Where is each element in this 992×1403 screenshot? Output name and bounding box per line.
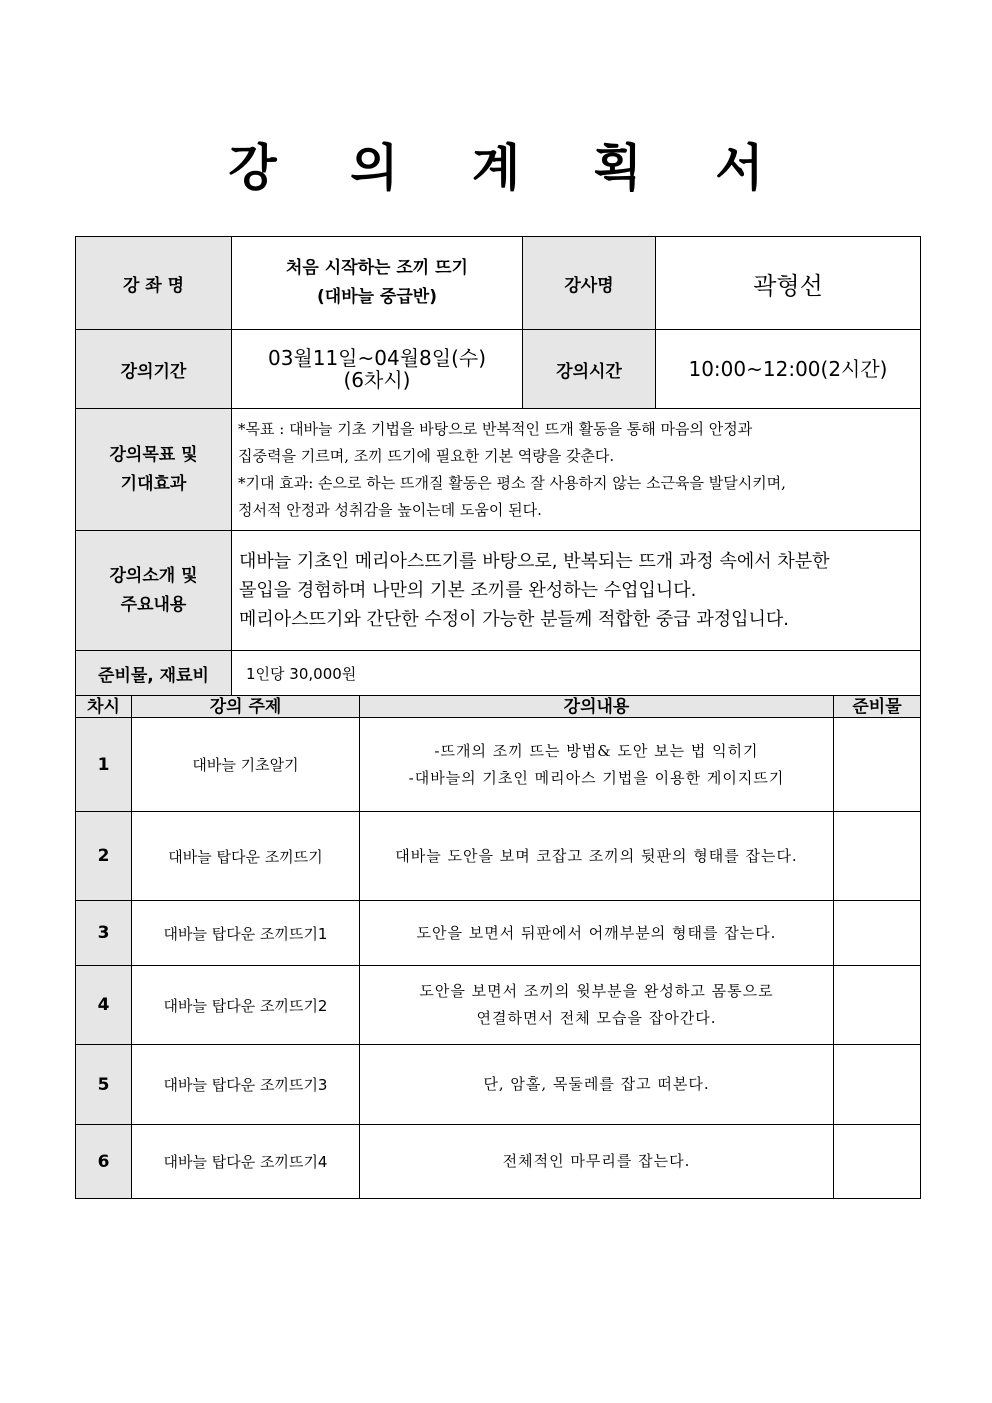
content-line: 연결하면서 전체 모습을 잡아간다. (476, 1009, 717, 1027)
session-topic: 대바늘 탑다운 조끼뜨기4 (132, 1125, 360, 1199)
session-topic: 대바늘 탑다운 조끼뜨기2 (132, 966, 360, 1045)
goals-line: 정서적 안정과 성취감을 높이는데 도움이 된다. (238, 500, 542, 519)
time-value: 10:00~12:00(2시간) (656, 330, 921, 409)
content-line: 전체적인 마무리를 잡는다. (502, 1152, 691, 1170)
header-content: 강의내용 (360, 696, 834, 718)
course-name-label: 강 좌 명 (76, 237, 232, 330)
session-content (360, 1045, 834, 1125)
session-number: 5 (76, 1045, 132, 1125)
table-row (76, 901, 921, 966)
session-content (360, 966, 834, 1045)
table-row (76, 966, 921, 1045)
intro-label (76, 531, 232, 651)
period-row (76, 330, 921, 409)
session-topic: 대바늘 탑다운 조끼뜨기1 (132, 901, 360, 966)
goals-label-line: 기대효과 (120, 473, 187, 494)
goals-label (76, 409, 232, 531)
intro-label-line: 강의소개 및 (109, 565, 198, 586)
content-line: 단, 암홀, 목둘레를 잡고 떠본다. (483, 1075, 710, 1093)
intro-line: 몰입을 경험하며 나만의 기본 조끼를 완성하는 수업입니다. (239, 580, 697, 601)
period-label: 강의기간 (76, 330, 232, 409)
table-row (76, 1125, 921, 1199)
session-topic: 대바늘 탑다운 조끼뜨기3 (132, 1045, 360, 1125)
period-value-line: 03월11일~04월8일(수) (267, 346, 487, 370)
course-name-row (76, 237, 921, 330)
goals-line: 집중력을 기르며, 조끼 뜨기에 필요한 기본 역량을 갖춘다. (238, 446, 615, 465)
course-name-line: (대바늘 중급반) (317, 287, 437, 307)
session-prep (834, 901, 921, 966)
session-number: 6 (76, 1125, 132, 1199)
content-line: 도안을 보면서 조끼의 윗부분을 완성하고 몸통으로 (419, 982, 774, 1000)
table-row (76, 812, 921, 901)
header-prep: 준비물 (834, 696, 921, 718)
intro-line: 대바늘 기초인 메리아스뜨기를 바탕으로, 반복되는 뜨개 과정 속에서 차분한 (239, 551, 830, 572)
session-prep (834, 718, 921, 812)
session-prep (834, 966, 921, 1045)
session-prep (834, 1045, 921, 1125)
period-cell (232, 330, 523, 409)
materials-row (76, 651, 921, 696)
table-row (76, 1045, 921, 1125)
content-line: 대바늘 도안을 보며 코잡고 조끼의 뒷판의 형태를 잡는다. (395, 846, 798, 865)
session-content (360, 1125, 834, 1199)
goals-row (76, 409, 921, 531)
session-number: 1 (76, 718, 132, 812)
content-line: 도안을 보면서 뒤판에서 어깨부분의 형태를 잡는다. (416, 923, 777, 942)
session-prep (834, 812, 921, 901)
page-title: 강 의 계 획 서 (228, 139, 792, 197)
instructor-label: 강사명 (523, 237, 656, 330)
session-number: 3 (76, 901, 132, 966)
course-name-line: 처음 시작하는 조끼 뜨기 (286, 258, 468, 278)
goals-line: *기대 효과: 손으로 하는 뜨개질 활동은 평소 잘 사용하지 않는 소근육을 발달시키며, (238, 473, 786, 492)
goals-cell (232, 409, 921, 531)
session-content (360, 901, 834, 966)
table-row (76, 718, 921, 812)
session-topic: 대바늘 기초알기 (132, 718, 360, 812)
time-label: 강의시간 (523, 330, 656, 409)
period-value-line: (6차시) (343, 368, 411, 392)
session-number: 4 (76, 966, 132, 1045)
goals-label-line: 강의목표 및 (109, 444, 198, 465)
course-info-table (75, 236, 921, 696)
intro-cell (232, 531, 921, 651)
goals-line: *목표 : 대바늘 기초 기법을 바탕으로 반복적인 뜨개 활동을 통해 마음의 안정과 (238, 419, 753, 438)
session-content (360, 812, 834, 901)
intro-label-line: 주요내용 (120, 594, 187, 615)
session-prep (834, 1125, 921, 1199)
materials-value: 1인당 30,000원 (232, 651, 921, 696)
session-content (360, 718, 834, 812)
content-line: -뜨개의 조끼 뜨는 방법& 도안 보는 법 익히기 (434, 741, 759, 760)
schedule-table (75, 695, 921, 1199)
intro-line: 메리아스뜨기와 간단한 수정이 가능한 분들께 적합한 중급 과정입니다. (239, 609, 790, 630)
header-session: 차시 (76, 696, 132, 718)
header-topic: 강의 주제 (132, 696, 360, 718)
session-topic: 대바늘 탑다운 조끼뜨기 (132, 812, 360, 901)
content-line: -대바늘의 기초인 메리아스 기법을 이용한 게이지뜨기 (408, 768, 785, 787)
materials-label: 준비물, 재료비 (76, 651, 232, 696)
intro-row (76, 531, 921, 651)
schedule-header-row (76, 696, 921, 718)
session-number: 2 (76, 812, 132, 901)
course-name-cell (232, 237, 523, 330)
instructor-name: 곽형선 (656, 237, 921, 330)
